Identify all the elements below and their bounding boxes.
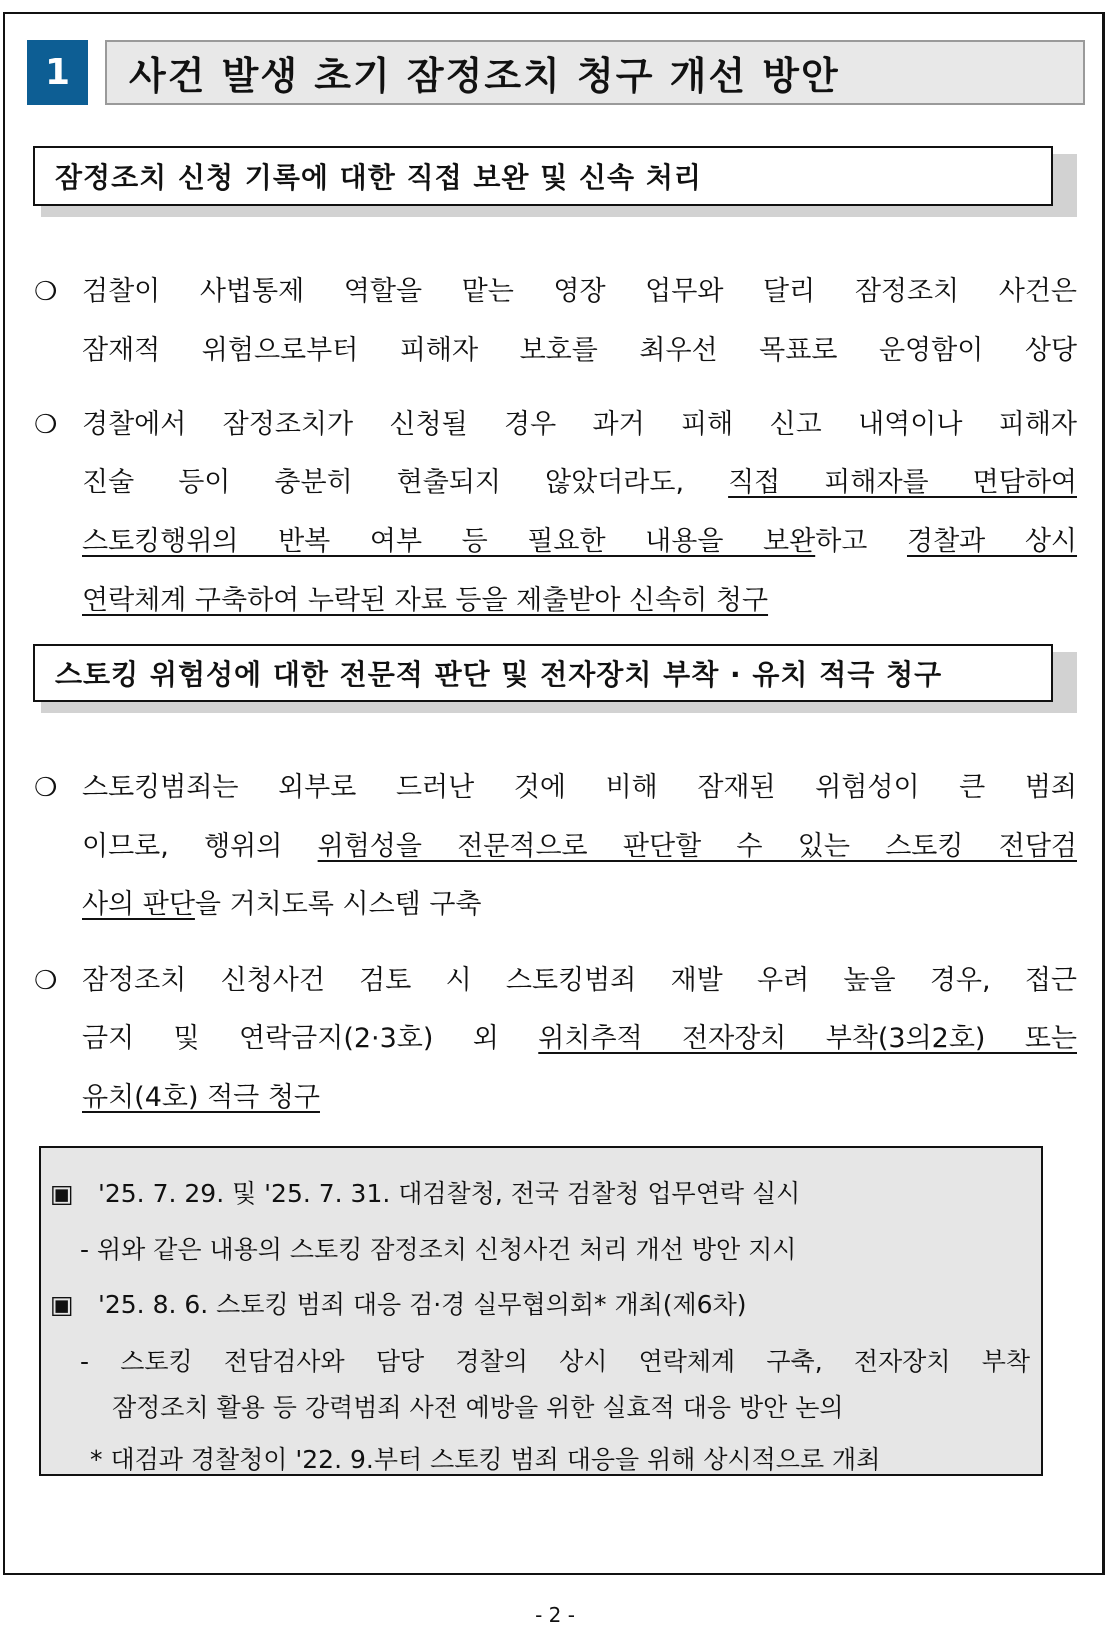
paragraph-line bbox=[82, 830, 1077, 864]
notice-subitem: - 위와 같은 내용의 스토킹 잠정조치 신청사건 처리 개선 방안 지시 bbox=[80, 1235, 797, 1264]
underlined-text: 스토킹행위의 반복 여부 등 필요한 내용을 보완 bbox=[82, 526, 816, 557]
underlined-text: 직접 피해자를 면담하여 bbox=[728, 467, 1077, 498]
text-segment: 검찰이 사법통제 역할을 맡는 영장 업무와 달리 잠정조치 사건은 bbox=[82, 276, 1077, 307]
square-bullet-icon: ▣ bbox=[50, 1179, 74, 1208]
underlined-text: 연락체계 구축하여 누락된 자료 등을 제출받아 신속히 청구 bbox=[82, 585, 769, 616]
section-title: 사건 발생 초기 잠정조치 청구 개선 방안 bbox=[105, 40, 1085, 105]
text-segment: 금지 및 연락금지(2·3호) 외 bbox=[82, 1023, 539, 1054]
text-segment: 경찰에서 잠정조치가 신청될 경우 과거 피해 신고 내역이나 피해자 bbox=[82, 409, 1077, 440]
notice-subitem: - 스토킹 전담검사와 담당 경찰의 상시 연락체계 구축, 전자장치 부착 bbox=[80, 1347, 1030, 1376]
underlined-text: 사의 판단 bbox=[82, 889, 195, 920]
paragraph-line bbox=[82, 1022, 1077, 1056]
text-segment: 잠정조치 신청사건 검토 시 스토킹범죄 재발 우려 높을 경우, 접근 bbox=[82, 965, 1077, 996]
paragraph-line bbox=[82, 466, 1077, 500]
square-bullet-icon: ▣ bbox=[50, 1290, 74, 1319]
text-segment: 을 거치도록 시스템 구축 bbox=[194, 889, 482, 920]
text-segment: 하고 bbox=[815, 526, 907, 557]
bullet-circle-icon: ❍ bbox=[34, 277, 58, 307]
underlined-text: 유치(4호) 적극 청구 bbox=[82, 1082, 320, 1113]
paragraph-line bbox=[82, 334, 1077, 368]
paragraph-line bbox=[82, 888, 1077, 922]
underlined-text: 위험성을 전문적으로 판단할 수 있는 스토킹 전담검 bbox=[317, 831, 1077, 862]
paragraph-line bbox=[82, 584, 1077, 618]
text-segment: 이므로, 행위의 bbox=[82, 831, 318, 862]
paragraph-line bbox=[82, 408, 1077, 442]
underlined-text: 위치추적 전자장치 부착(3의2호) 또는 bbox=[538, 1023, 1077, 1054]
paragraph-line bbox=[82, 964, 1077, 998]
bullet-circle-icon: ❍ bbox=[34, 410, 58, 440]
notice-item: '25. 7. 29. 및 '25. 7. 31. 대검찰청, 전국 검찰청 업무연락 실시 bbox=[98, 1179, 801, 1208]
text-segment: 스토킹범죄는 외부로 드러난 것에 비해 잠재된 위험성이 큰 범죄 bbox=[82, 772, 1077, 803]
paragraph-line bbox=[82, 771, 1077, 805]
notice-subitem: 잠정조치 활용 등 강력범죄 사전 예방을 위한 실효적 대응 방안 논의 bbox=[112, 1393, 844, 1422]
paragraph-line bbox=[82, 525, 1077, 559]
subheading-1: 잠정조치 신청 기록에 대한 직접 보완 및 신속 처리 bbox=[33, 146, 1053, 206]
bullet-circle-icon: ❍ bbox=[34, 773, 58, 803]
notice-item: '25. 8. 6. 스토킹 범죄 대응 검·경 실무협의회* 개최(제6차) bbox=[98, 1290, 747, 1319]
section-number: 1 bbox=[27, 40, 88, 105]
page-number: - 2 - bbox=[535, 1603, 575, 1627]
paragraph-line bbox=[82, 1081, 1077, 1115]
text-segment: 진술 등이 충분히 현출되지 않았더라도, bbox=[82, 467, 729, 498]
footnote: * 대검과 경찰청이 '22. 9.부터 스토킹 범죄 대응을 위해 상시적으로 개최 bbox=[90, 1445, 881, 1474]
subheading-2: 스토킹 위험성에 대한 전문적 판단 및 전자장치 부착 · 유치 적극 청구 bbox=[33, 644, 1053, 702]
text-segment: 잠재적 위험으로부터 피해자 보호를 최우선 목표로 운영함이 상당 bbox=[82, 335, 1077, 366]
paragraph-line bbox=[82, 275, 1077, 309]
bullet-circle-icon: ❍ bbox=[34, 966, 58, 996]
underlined-text: 경찰과 상시 bbox=[906, 526, 1078, 557]
